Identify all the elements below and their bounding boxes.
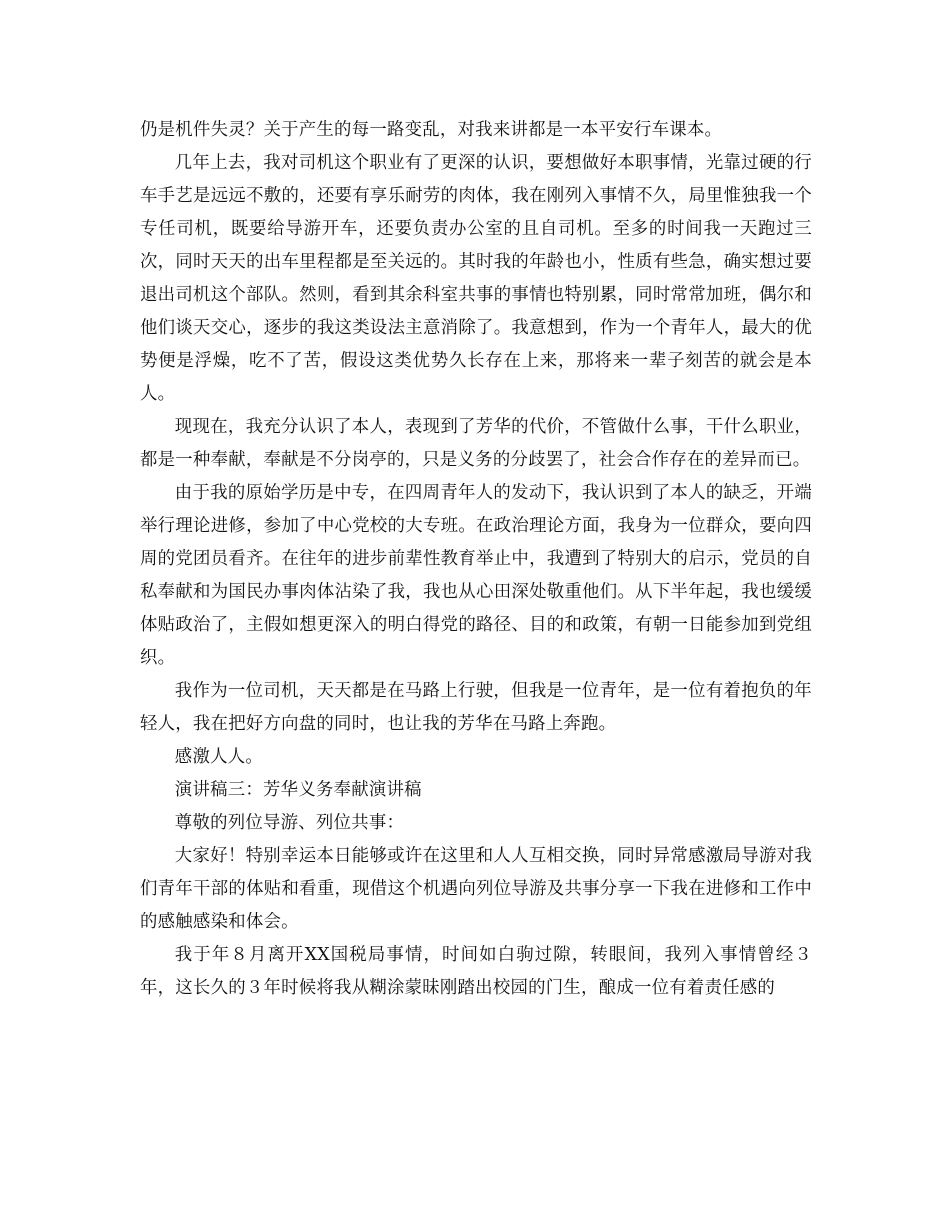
paragraph-5: 我作为一位司机，天天都是在马路上行驶，但我是一位青年，是一位有着抱负的年轻人，我在把好方向盘的同时，也让我的芳华在马路上奔跑。 <box>140 681 812 734</box>
paragraph-1: 仍是机件失灵？关于产生的每一路变乱，对我来讲都是一本平安行车课本。 <box>140 120 723 140</box>
salutation: 尊敬的列位导游、列位共事： <box>174 813 405 833</box>
section-heading: 演讲稿三：芳华义务奉献演讲稿 <box>174 780 422 800</box>
paragraph-9: 大家好！特别幸运本日能够或许在这里和人人互相交换，同时异常感激局导游对我们青年干部的体贴和看重，现借这个机遇向列位导游及共事分享一下我在进修和工作中的感触感染和体会。 <box>140 846 812 932</box>
paragraph-3: 现现在，我充分认识了本人，表现到了芳华的代价，不管做什么事，干什么职业，都是一种奉献，奉献是不分岗亭的，只是义务的分歧罢了，社会合作存在的差异而已。 <box>140 417 812 470</box>
paragraph-6: 感激人人。 <box>174 747 264 767</box>
paragraph-2: 几年上去，我对司机这个职业有了更深的认识，要想做好本职事情，光靠过硬的行车手艺是远远不敷的，还要有享乐耐劳的肉体，我在刚列入事情不久，局里惟独我一个专任司机，既要给导游开车，还要负责办公室的且自司机。至多的时间我一天跑过三次，同时天天的出车里程都是至关远的。其时我的年龄也小，性质有些急，确实想过要退出司机这个部队。然则，看到其余科室共事的事情也特别累，同时常常加班，偶尔和他们谈天交心，逐步的我这类设法主意消除了。我意想到，作为一个青年人，最大的优势便是浮燥，吃不了苦，假设这类优势久长存在上来，那将来一辈子刻苦的就会是本人。 <box>140 153 812 404</box>
paragraph-4: 由于我的原始学历是中专，在四周青年人的发动下，我认识到了本人的缺乏，开端举行理论进修，参加了中心党校的大专班。在政治理论方面，我身为一位群众，要向四周的党团员看齐。在往年的进步前辈性教育举止中，我遭到了特别大的启示，党员的自私奉献和为国民办事肉体沾染了我，我也从心田深处敬重他们。从下半年起，我也缓缓体贴政治了，主假如想更深入的明白得党的路径、目的和政策，有朝一日能参加到党组织。 <box>140 483 812 668</box>
paragraph-10: 我于年８月离开XX国税局事情，时间如白驹过隙，转眼间，我列入事情曾经３年，这长久的３年时候将我从糊涂蒙昧刚踏出校园的门生，酿成一位有着责任感的 <box>140 945 812 998</box>
document-body <box>140 114 812 1005</box>
